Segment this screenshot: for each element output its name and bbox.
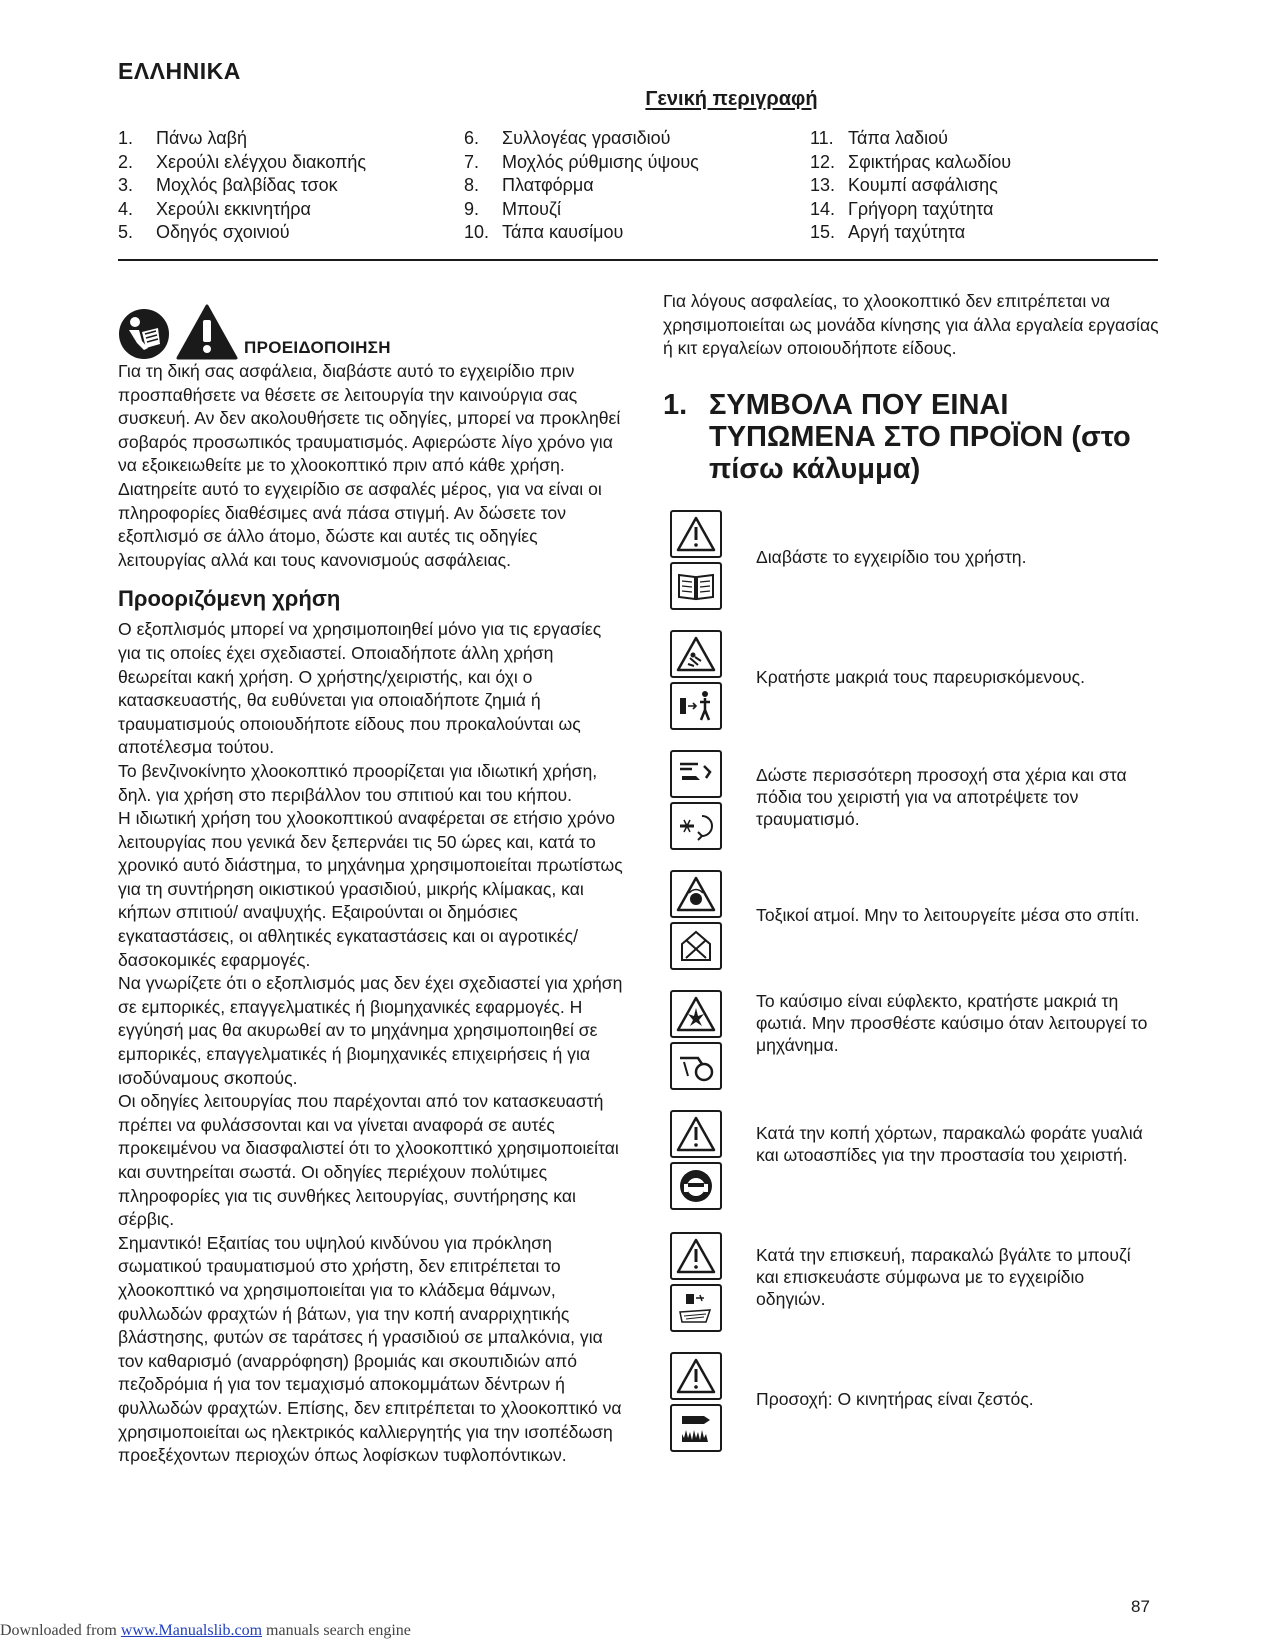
parts-column — [810, 127, 1156, 245]
list-item — [464, 151, 810, 175]
item-number: 7. — [464, 151, 480, 172]
intro-text: Για λόγους ασφαλείας, το χλοοκοπτικό δεν επιτρέπεται να χρησιμοποιείται ως μονάδα κίνησης για άλλα εργαλεία εργασίας ή κιτ εργαλείων οποιουδήποτε είδους. — [663, 291, 1159, 359]
item-label: Αργή ταχύτητα — [848, 222, 966, 242]
hands-feet-icon — [676, 756, 716, 792]
list-item — [810, 127, 1156, 151]
item-number: 1. — [118, 128, 134, 148]
footer-link[interactable]: www.Manualslib.com — [120, 1622, 263, 1639]
page-number: 87 — [1131, 1597, 1150, 1616]
list-item — [810, 151, 1156, 175]
symbol-tile — [670, 1284, 722, 1332]
symbol-box — [670, 630, 726, 730]
list-item — [464, 127, 810, 151]
item-label: Μοχλός βαλβίδας τσοκ — [156, 175, 338, 195]
item-number: 13. — [810, 175, 836, 195]
paragraph: Σημαντικό! Εξαιτίας του υψηλού κινδύνου για πρόκληση σωματικού τραυματισμού στο χρήστη, δεν επιτρέπεται το χλοοκοπτικό να χρησιμοποιείται για το κλάδεμα θάμνων, φυλλωδών φραχτών ή βάτων, για την κοπή αναρριχητικής βλάστησης, φυτών σε ταράτσες ή γρασιδιού σε μπαλκόνια, για τον καθαρισμό (αναρρόφηση) βρομιάς και σκουπιδιών από πεζοδρόμια ή για τον τεμαχισμό αποκομμάτων δέντρων ή φυλλωδών φραχτών. Επίσης, δεν επιτρέπεται το χλοοκοπτικό να χρησιμοποιείται ως ηλεκτρικός καλλιεργητής για την ισοπέδωση προεξέχοντων περιοχών όπως λοφίσκων τυφλοπόντικων. — [118, 1232, 622, 1466]
paragraph: Ο εξοπλισμός μπορεί να χρησιμοποιηθεί μόνο για τις εργασίες για τις οποίες έχει σχεδιαστεί. Οποιαδήποτε άλλη χρήση θεωρείται κακή χρήση. Ο χρήστης/χειριστής, και όχι ο κατασκευαστής, θα ευθύνεται για οποιαδήποτε ζημιά ή τραυματισμούς οποιουδήποτε είδους που προκαλούνται ως αποτέλεσμα τούτου. — [118, 619, 602, 758]
symbol-text: Δώστε περισσότερη προσοχή στα χέρια και στα πόδια του χειριστή για να αποτρέψετε τον τραυματισμό. — [756, 765, 1127, 829]
item-number: 8. — [464, 175, 480, 195]
item-label: Σφικτήρας καλωδίου — [848, 151, 1012, 172]
item-label: Συλλογέας γρασιδιού — [502, 128, 671, 148]
symbol-box — [670, 1232, 726, 1332]
footer-suffix: manuals search engine — [262, 1622, 411, 1639]
warning-tile — [670, 990, 722, 1038]
item-label: Μπουζί — [502, 198, 561, 219]
list-item — [810, 221, 1156, 245]
item-number: 3. — [118, 175, 134, 195]
warning-label: ΠΡΟΕΙΔΟΠΟΙΗΣΗ — [244, 338, 391, 357]
parts-list — [118, 127, 1158, 245]
section-title — [0, 88, 1275, 111]
list-item — [464, 221, 810, 245]
symbol-text: Τοξικοί ατμοί. Μην το λειτουργείτε μέσα στο σπίτι. — [756, 905, 1140, 925]
item-label: Κουμπί ασφάλισης — [848, 175, 998, 195]
flammable-fuel-icon — [676, 1048, 716, 1084]
item-number: 5. — [118, 222, 134, 242]
list-item — [118, 151, 464, 175]
read-manual-icon — [118, 308, 170, 360]
list-item — [118, 198, 464, 222]
warning-header — [118, 300, 624, 360]
symbol-row — [670, 630, 1156, 730]
thrown-objects-icon — [676, 636, 716, 672]
list-item — [464, 198, 810, 222]
item-number: 14. — [810, 198, 836, 219]
symbol-box — [670, 1352, 726, 1452]
item-number: 10. — [464, 222, 490, 242]
symbol-text: Κατά την κοπή χόρτων, παρακαλώ φοράτε γυαλιά και ωτοασπίδες για την προστασία του χειριστή. — [756, 1123, 1143, 1165]
list-item — [464, 174, 810, 198]
item-number: 11. — [810, 128, 834, 148]
item-number: 4. — [118, 198, 134, 219]
hot-engine-icon — [676, 1410, 716, 1446]
paragraph: Το βενζινοκίνητο χλοοκοπτικό προορίζεται για ιδιωτική χρήση, δηλ. για χρήση στο περιβάλλον του σπιτιού και του κήπου. — [118, 760, 598, 805]
item-label: Πλατφόρμα — [502, 175, 594, 195]
symbol-tile — [670, 1042, 722, 1090]
symbol-box — [670, 510, 726, 610]
right-column — [663, 290, 1163, 485]
symbol-row — [670, 750, 1156, 850]
symbol-tile — [670, 1162, 722, 1210]
item-label: Γρήγορη ταχύτητα — [848, 198, 994, 219]
language-title: ΕΛΛΗΝΙΚΑ — [118, 58, 241, 84]
symbol-tile — [670, 750, 722, 798]
warning-tile — [670, 1110, 722, 1158]
parts-column — [464, 127, 810, 245]
warning-tile — [670, 1232, 722, 1280]
paragraph: Οι οδηγίες λειτουργίας που παρέχονται από τον κατασκευαστή πρέπει να φυλάσσονται και να γίνεται αναφορά σε αυτές προκειμένου να διασφαλιστεί ότι το χλοοκοπτικό χρησιμοποιείται και συντηρείται σωστά. Οι οδηγίες περιέχουν πολύτιμες πληροφορίες για τις συνθήκες λειτουργίας, συντήρησης και σέρβις. — [118, 1091, 619, 1230]
footer-prefix: Downloaded from — [0, 1622, 121, 1639]
item-label: Οδηγός σχοινιού — [156, 222, 290, 242]
item-number: 6. — [464, 128, 480, 148]
warning-triangle-icon — [676, 1358, 716, 1394]
list-item — [118, 127, 464, 151]
divider — [118, 259, 1158, 261]
paragraph: Η ιδιωτική χρήση του χλοοκοπτικού αναφέρεται σε ετήσιο χρόνο λειτουργίας που γενικά δεν ξεπερνάει τις 50 ώρες και, κατά το χρονικό αυτό διάστημα, το μηχάνημα χρησιμοποιείται πρωτίστως για τη συντήρηση οικιστικού γρασιδιού, μικρής κλίμακας, και κήπων σπιτιού/ αναψυχής. Εξαιρούνται οι δημόσιες εγκαταστάσεις, οι αθλητικές εγκαταστάσεις και οι αγροτικές/δασοκομικές εφαρμογές. — [118, 808, 623, 970]
item-number: 2. — [118, 151, 134, 172]
warning-text: Για τη δική σας ασφάλεια, διαβάστε αυτό το εγχειρίδιο πριν προσπαθήσετε να θέσετε σε λειτουργία την καινούργια σας συσκευή. Αν δεν ακολουθήσετε τις οδηγίες, μπορεί να προκληθεί σοβαρός προσωπικός τραυματισμός. Αφιερώστε λίγο χρόνο για να εξοικειωθείτε με το χλοοκοπτικό πριν από κάθε χρήση. Διατηρείτε αυτό το εγχειρίδιο σε ασφαλές μέρος, για να είναι οι πληροφορίες διαθέσιμες ανά πάσα στιγμή. Αν δώσετε τον εξοπλισμό σε άλλο άτομο, δώστε και αυτές τις οδηγίες λειτουργίας αλλά και τους κανονισμούς ασφάλειας. — [118, 361, 621, 570]
symbol-tile — [670, 1404, 722, 1452]
warning-triangle-icon — [676, 1238, 716, 1274]
symbol-row — [670, 510, 1156, 610]
warning-triangle-icon — [676, 516, 716, 552]
section-title-text: Γενική περιγραφή — [645, 88, 818, 110]
warning-tile — [670, 630, 722, 678]
symbol-text: Κατά την επισκευή, παρακαλώ βγάλτε το μπουζί και επισκευάστε σύμφωνα με το εγχειρίδιο οδηγιών. — [756, 1245, 1131, 1309]
symbol-tile — [670, 802, 722, 850]
symbol-text: Κρατήστε μακριά τους παρευρισκόμενους. — [756, 667, 1085, 687]
item-label: Χερούλι ελέγχου διακοπής — [156, 151, 367, 172]
read-manual-icon — [676, 569, 716, 603]
symbol-text: Διαβάστε το εγχειρίδιο του χρήστη. — [756, 547, 1027, 567]
symbol-text: Προσοχή: Ο κινητήρας είναι ζεστός. — [756, 1389, 1034, 1409]
fire-hazard-icon — [676, 996, 716, 1032]
symbol-row — [670, 870, 1156, 970]
spark-plug-icon — [676, 1290, 716, 1326]
symbols-heading — [663, 389, 1163, 485]
symbol-text: Το καύσιμο είναι εύφλεκτο, κρατήστε μακριά τη φωτιά. Μην προσθέστε καύσιμο όταν λειτουργεί το μηχάνημα. — [756, 991, 1148, 1055]
list-item — [118, 174, 464, 198]
warning-tile — [670, 510, 722, 558]
item-label: Μοχλός ρύθμισης ύψους — [502, 151, 699, 172]
item-label: Τάπα καυσίμου — [502, 222, 624, 242]
list-item — [810, 174, 1156, 198]
heading-title: ΣΥΜΒΟΛΑ ΠΟΥ ΕΙΝΑΙ ΤΥΠΩΜΕΝΑ ΣΤΟ ΠΡΟΪΟΝ (στο πίσω κάλυμμα) — [709, 388, 1131, 485]
item-number: 15. — [810, 222, 836, 242]
heading-number: 1. — [663, 388, 688, 421]
symbol-box — [670, 870, 726, 970]
warning-tile — [670, 870, 722, 918]
symbol-box — [670, 990, 726, 1090]
symbol-box — [670, 1110, 726, 1210]
eye-ear-protection-icon — [676, 1168, 716, 1204]
parts-column — [118, 127, 464, 245]
symbol-tile — [670, 682, 722, 730]
bystanders-icon — [676, 688, 716, 724]
symbol-row — [670, 990, 1156, 1090]
item-label: Τάπα λαδιού — [848, 128, 949, 148]
symbol-tile — [670, 922, 722, 970]
item-number: 9. — [464, 198, 480, 219]
symbol-box — [670, 750, 726, 850]
symbol-tile — [670, 562, 722, 610]
warning-tile — [670, 1352, 722, 1400]
footer — [0, 1622, 411, 1640]
symbol-row — [670, 1232, 1156, 1332]
item-label: Χερούλι εκκινητήρα — [156, 198, 311, 219]
symbol-row — [670, 1352, 1156, 1452]
item-label: Πάνω λαβή — [156, 128, 247, 148]
toxic-fumes-icon — [676, 876, 716, 912]
rotating-blade-icon — [676, 808, 716, 844]
intended-use-heading: Προοριζόμενη χρήση — [118, 586, 341, 612]
warning-triangle-icon — [176, 304, 238, 360]
item-number: 12. — [810, 151, 836, 172]
symbol-row — [670, 1110, 1156, 1210]
list-item — [810, 198, 1156, 222]
list-item — [118, 221, 464, 245]
left-column — [118, 300, 624, 1468]
paragraph: Να γνωρίζετε ότι ο εξοπλισμός μας δεν έχει σχεδιαστεί για χρήση σε εμπορικές, επαγγελματικές ή βιομηχανικές εφαρμογές. Η εγγύησή μας θα ακυρωθεί αν το μηχάνημα χρησιμοποιηθεί σε εμπορικές, επαγγελματικές ή βιομηχανικές επιχειρήσεις ή για ισοδύναμους σκοπούς. — [118, 973, 623, 1088]
warning-triangle-icon — [676, 1116, 716, 1152]
no-indoor-use-icon — [676, 928, 716, 964]
